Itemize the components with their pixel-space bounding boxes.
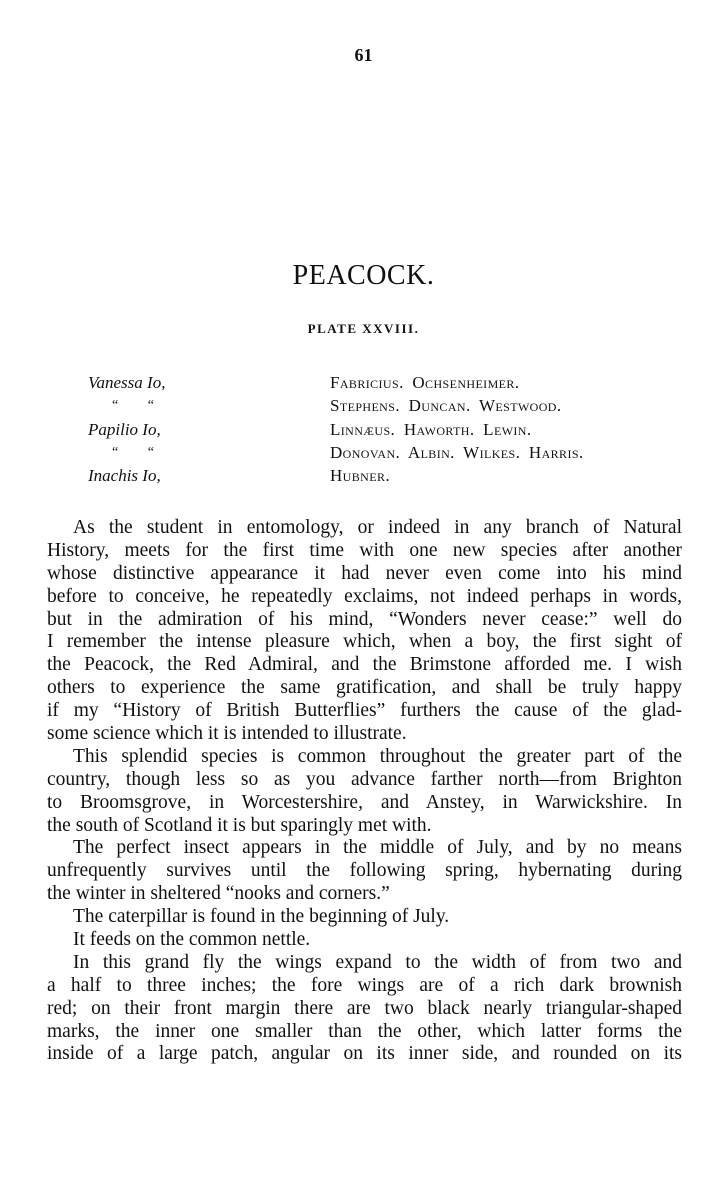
text-line: the winter in sheltered “nooks and corners.”	[47, 883, 390, 905]
synonymy-table	[88, 371, 688, 487]
page-number: 61	[354, 45, 373, 65]
text-line: some science which it is intended to illustrate.	[47, 723, 407, 745]
text-line: others to experience the same gratification, and shall be truly happy	[47, 677, 682, 699]
synonym-row	[88, 371, 688, 394]
text-line: marks, the inner one smaller than the other, which latter forms the	[47, 1020, 682, 1042]
plate-label: PLATE XXVIII.	[307, 321, 420, 336]
species-name: Inachis Io,	[88, 466, 161, 486]
paragraph	[47, 517, 682, 746]
text-line: if my “History of British Butterflies” furthers the cause of the glad-	[47, 700, 682, 722]
authors: Fabricius. Ochsenheimer.	[330, 373, 520, 392]
text-line: History, meets for the first time with one new species after another	[47, 539, 682, 561]
paragraph	[47, 952, 682, 1066]
text-line: inside of a large patch, angular on its inner side, and rounded on its	[47, 1043, 682, 1065]
text-line: The perfect insect appears in the middle of July, and by no means	[73, 837, 682, 859]
paragraph	[47, 837, 682, 906]
text-line: It feeds on the common nettle.	[73, 929, 311, 951]
chapter-title: PEACOCK.	[292, 260, 435, 291]
species-name: Vanessa Io,	[88, 373, 166, 392]
synonym-row	[88, 418, 688, 441]
text-line: the Peacock, the Red Admiral, and the Brimstone afforded me. I wish	[47, 654, 682, 676]
text-line: country, though less so as you advance farther north—from Brighton	[47, 768, 682, 790]
text-line: As the student in entomology, or indeed in any branch of Natural	[73, 517, 682, 538]
paragraph	[47, 746, 682, 838]
authors: Stephens. Duncan. Westwood.	[330, 396, 562, 416]
synonym-row	[88, 441, 688, 464]
authors: Linnæus. Haworth. Lewin.	[330, 419, 532, 439]
paragraph	[47, 929, 682, 952]
text-line: In this grand fly the wings expand to the width of from two and	[73, 951, 682, 973]
text-line: to Broomsgrove, in Worcestershire, and Anstey, in Warwickshire. In	[47, 791, 682, 813]
text-line: before to conceive, he repeatedly exclaims, not indeed perhaps in words,	[47, 585, 682, 607]
text-line: red; on their front margin there are two black nearly triangular-shaped	[47, 997, 682, 1019]
text-line: The caterpillar is found in the beginning of July.	[73, 906, 450, 928]
species-name: “ “	[112, 398, 154, 414]
species-name: Papilio Io,	[88, 419, 161, 439]
body-text	[47, 517, 682, 1066]
text-line: a half to three inches; the fore wings are of a rich dark brownish	[47, 974, 682, 996]
synonym-row	[88, 464, 688, 487]
text-line: unfrequently survives until the following spring, hybernating during	[47, 860, 682, 882]
text-line: This splendid species is common throughout the greater part of the	[73, 745, 682, 767]
paragraph	[47, 906, 682, 929]
authors: Donovan. Albin. Wilkes. Harris.	[330, 442, 584, 462]
text-line: whose distinctive appearance it had never even come into his mind	[47, 562, 682, 584]
text-line: the south of Scotland it is but sparingly met with.	[47, 814, 432, 836]
species-name: “ “	[112, 444, 154, 460]
text-line: but in the admiration of his mind, “Wonders never cease:” well do	[47, 608, 682, 630]
authors: Hubner.	[330, 466, 390, 486]
text-line: I remember the intense pleasure which, when a boy, the first sight of	[47, 631, 682, 653]
synonym-row	[88, 394, 688, 417]
